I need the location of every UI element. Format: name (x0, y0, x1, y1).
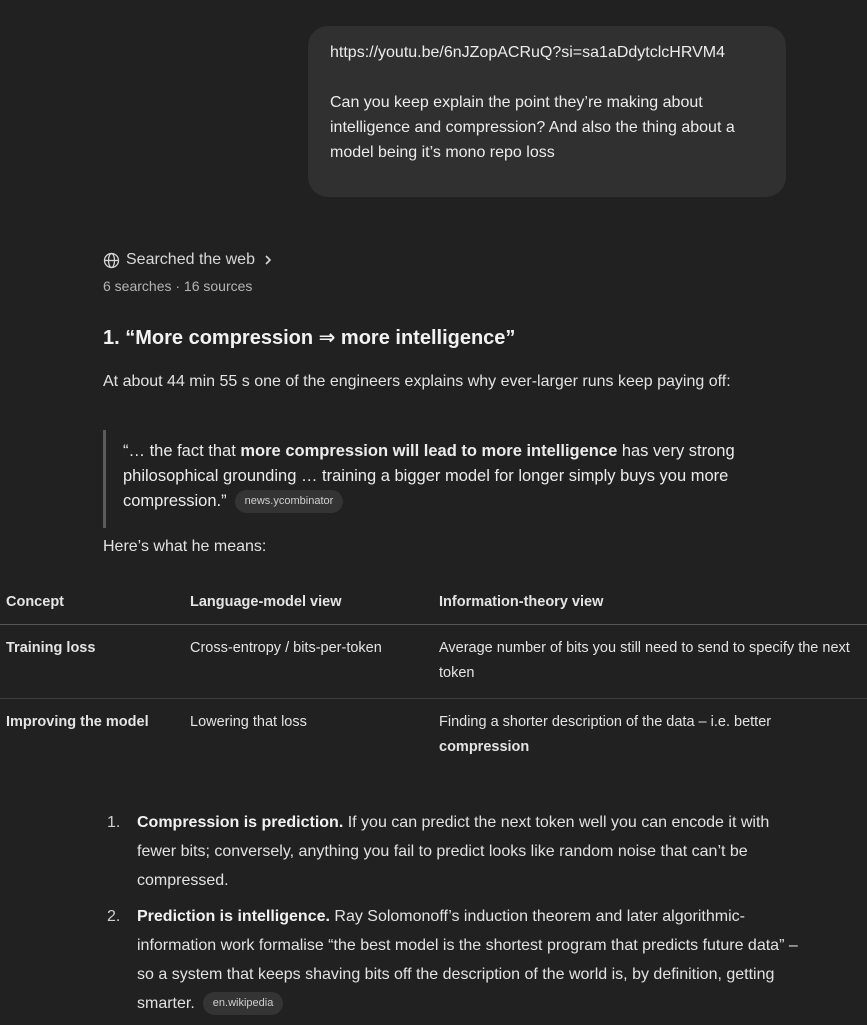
user-message-text: Can you keep explain the point they’re making about intelligence and compression? And also the thing about a model being it’s mono repo loss (330, 94, 735, 161)
heres-text: Here’s what he means: (103, 538, 267, 555)
table-cell-text: Finding a shorter description of the data – i.e. better (439, 714, 772, 730)
list-number: 1. (107, 814, 121, 831)
list-item-bold: Prediction is intelligence. (137, 908, 330, 925)
quote-part2: has very strong philosophical grounding … training a bigger model for longer simply buys you more compression.” (123, 442, 735, 510)
quote-block (103, 430, 793, 528)
globe-icon (103, 252, 120, 269)
table-header: Information-theory view (433, 584, 867, 625)
quote-bold: more compression will lead to more intelligence (240, 442, 618, 460)
numbered-list (103, 808, 803, 1025)
list-number: 2. (107, 908, 121, 925)
table-cell: Lowering that loss (190, 714, 307, 730)
table-cell (433, 699, 867, 773)
search-meta: 6 searches · 16 sources (103, 278, 253, 294)
section-intro: At about 44 min 55 s one of the engineers explains why ever-larger runs keep paying off: (103, 373, 731, 390)
table-cell: Training loss (0, 625, 184, 699)
list-item-text: Ray Solomonoff’s induction theorem and later algorithmic-information work formalise “the best model is the shortest program that predicts future data” – so a system that keeps shaving bits off the description of the world is, by definition, getting smarter. (137, 908, 798, 1012)
chevron-right-icon (261, 253, 275, 267)
table-cell: Average number of bits you still need to send to specify the next token (433, 625, 867, 699)
concept-table (0, 584, 867, 772)
searched-web-label: Searched the web (126, 251, 255, 268)
list-item-text: If you can predict the next token well you can encode it with fewer bits; conversely, anything you fail to predict looks like random noise that can’t be compressed. (137, 814, 770, 889)
source-pill[interactable]: news.ycombinator (235, 490, 344, 513)
table-header: Language-model view (184, 584, 433, 625)
list-item-bold: Compression is prediction. (137, 814, 344, 831)
user-message-bubble (308, 26, 786, 197)
table-cell: Improving the model (6, 714, 149, 730)
user-message-url: https://youtu.be/6nJZopACRuQ?si=sa1aDdytclcHRVM4 (330, 44, 726, 61)
quote-part1: “… the fact that (123, 442, 241, 460)
table-header-row (0, 584, 867, 625)
section-title: 1. “More compression ⇒ more intelligence” (103, 327, 516, 349)
list-item (103, 902, 803, 1018)
table-cell-bold: compression (439, 739, 530, 755)
list-item (103, 808, 803, 895)
table-row (0, 625, 867, 699)
searched-web-toggle[interactable] (103, 251, 275, 269)
table-row (0, 699, 867, 773)
table-cell: Cross-entropy / bits-per-token (184, 625, 433, 699)
table-header: Concept (0, 584, 184, 625)
source-pill[interactable]: en.wikipedia (203, 992, 284, 1015)
